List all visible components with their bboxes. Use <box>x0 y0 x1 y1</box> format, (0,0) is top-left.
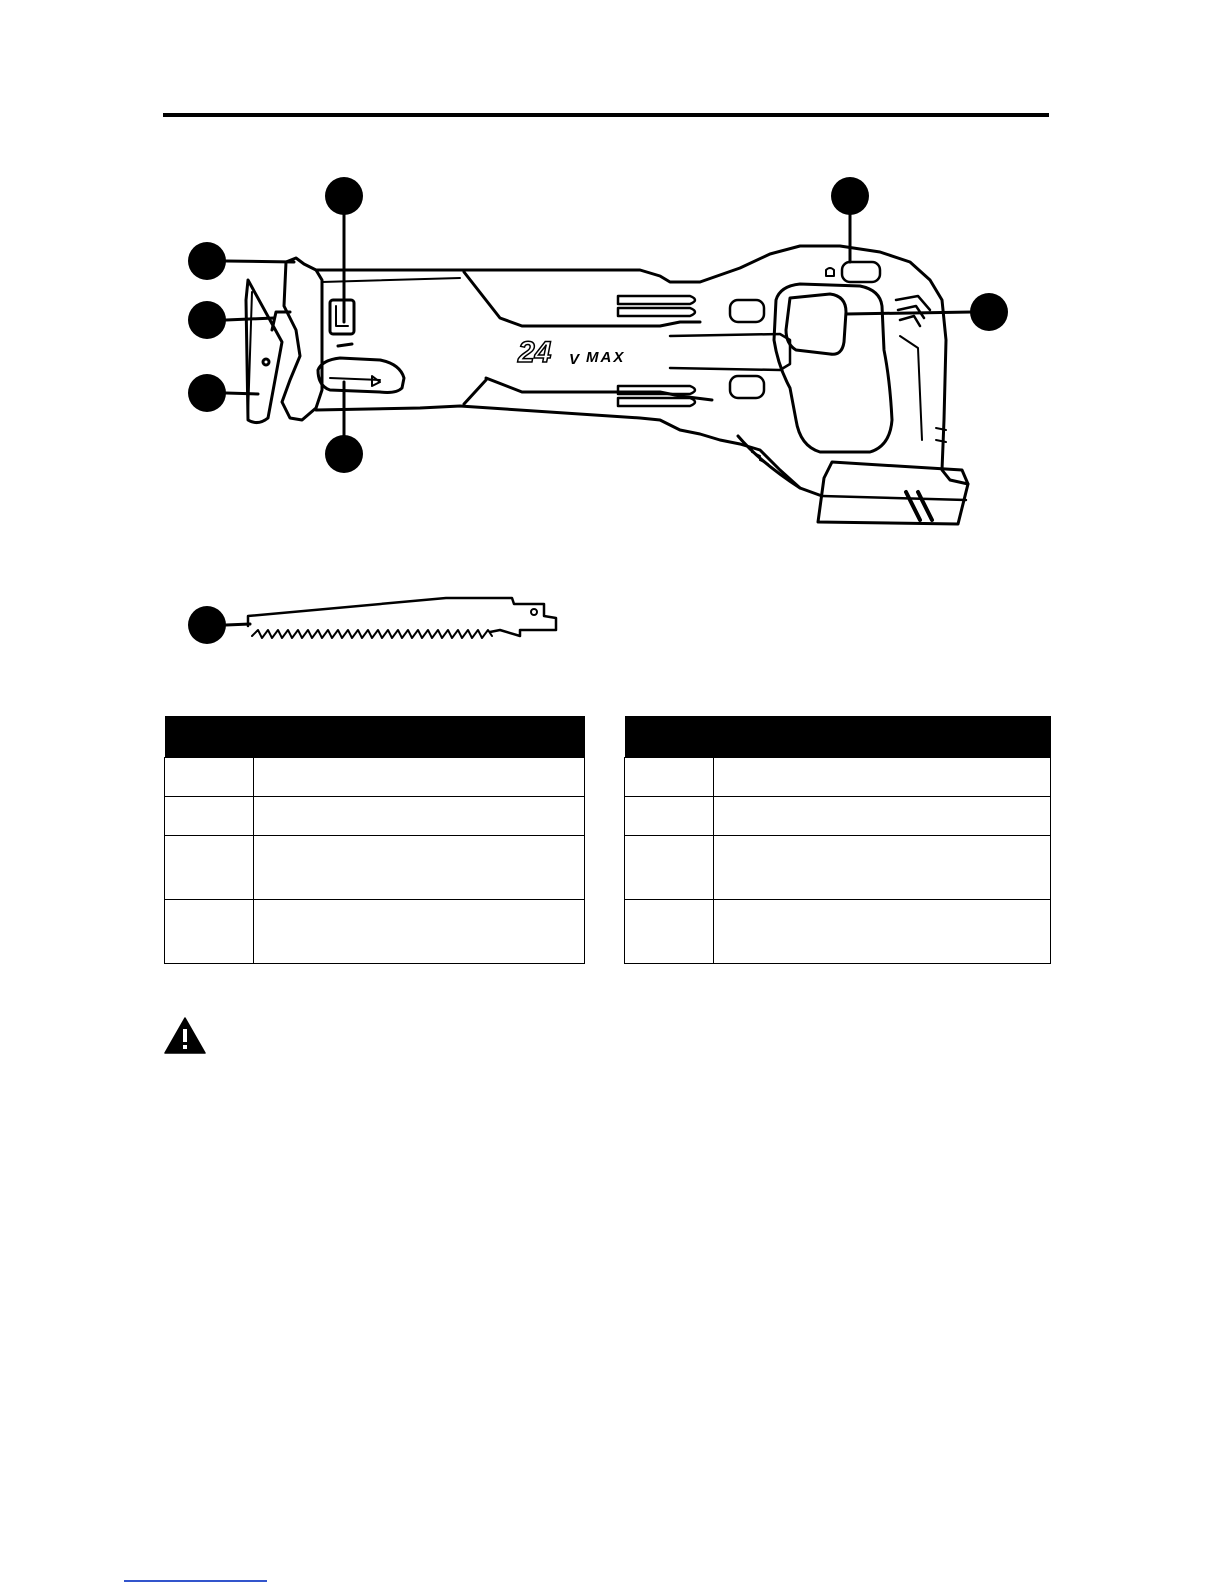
footer-link-underline[interactable] <box>124 1580 267 1582</box>
parts-table-right <box>624 716 1051 964</box>
table-row <box>165 758 585 797</box>
col-header-no <box>625 716 714 758</box>
table-row <box>625 836 1051 900</box>
col-header-description <box>714 716 1051 758</box>
callout-h <box>188 606 226 644</box>
table-row <box>625 900 1051 964</box>
battery-pack <box>818 462 968 524</box>
warning-icon <box>164 1017 206 1054</box>
parts-table-left <box>164 716 585 964</box>
badge-main: 24 <box>518 336 552 369</box>
callout-a <box>188 242 226 280</box>
callout-e <box>325 435 363 473</box>
callout-b <box>188 301 226 339</box>
callout-f <box>831 177 869 215</box>
table-row <box>625 758 1051 797</box>
col-header-no <box>165 716 254 758</box>
callout-c <box>188 374 226 412</box>
badge-suffix: V <box>569 351 580 368</box>
callout-g <box>970 293 1008 331</box>
voltage-badge <box>517 336 625 369</box>
table-row <box>625 797 1051 836</box>
table-row <box>165 797 585 836</box>
trigger <box>786 294 846 354</box>
handle <box>774 284 892 452</box>
badge-word: MAX <box>586 349 626 366</box>
saw-blade <box>248 598 556 636</box>
blade-clamp-lever <box>330 300 354 334</box>
col-header-description <box>254 716 585 758</box>
orbital-switch <box>318 358 404 393</box>
nose <box>282 258 322 420</box>
callout-d <box>325 177 363 215</box>
table-row <box>165 900 585 964</box>
table-row <box>165 836 585 900</box>
saw-illustration <box>0 0 1224 700</box>
lock-off-button <box>842 262 880 282</box>
